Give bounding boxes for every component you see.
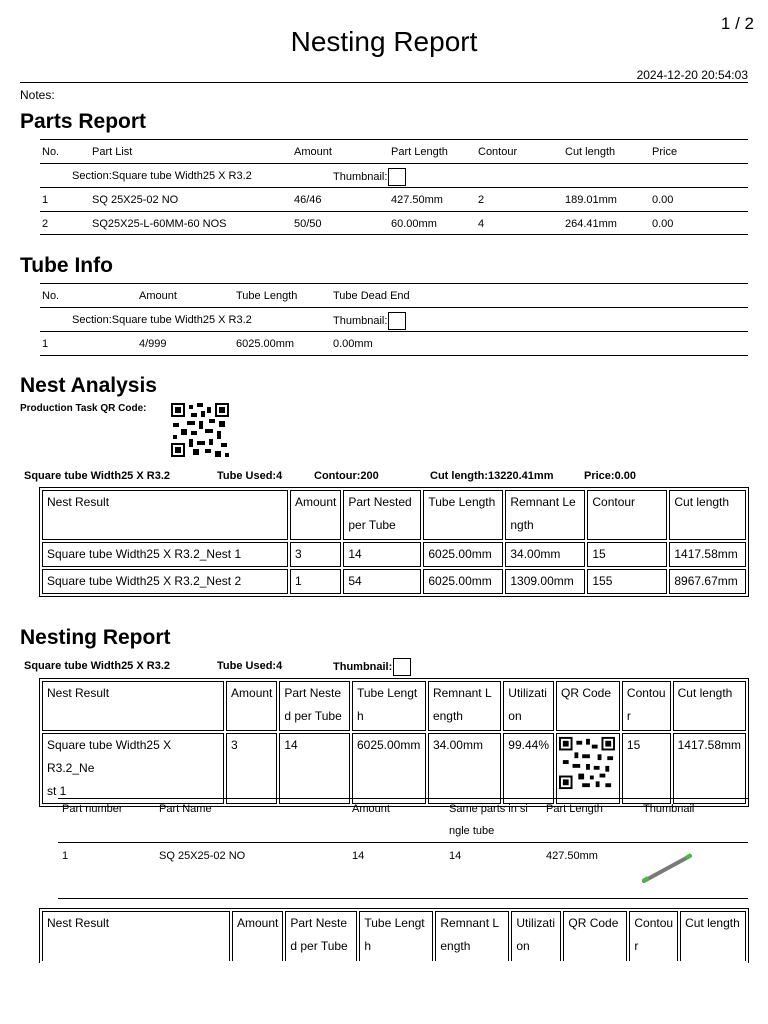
parts-bottom-rule <box>40 234 748 235</box>
parts-row2-length: 60.00mm <box>391 218 437 230</box>
page-number: 1 / 2 <box>720 14 754 33</box>
parts-row-rule <box>40 211 748 212</box>
col-contour: Contour <box>587 490 667 540</box>
parts-row1-no: 1 <box>42 194 49 206</box>
col-nest-result: Nest Result <box>42 681 224 731</box>
col-remnant: Remnant L ength <box>428 681 501 731</box>
cell: 3 <box>290 542 341 567</box>
parts-top-rule <box>40 139 748 140</box>
cell: 34.00mm <box>505 542 585 567</box>
table-header-row <box>42 490 746 540</box>
tube-col-deadend: Tube Dead End <box>333 290 410 302</box>
tube-row1-length: 6025.00mm <box>236 338 295 350</box>
cell-qr <box>556 733 620 804</box>
tube-section: Section:Square tube Width25 X R3.2 <box>72 314 252 326</box>
page-title: Nesting Report <box>290 26 478 57</box>
cell: 155 <box>587 569 667 594</box>
parts-row2-contour: 4 <box>478 218 485 230</box>
nesting-report-heading: Nesting Report <box>20 626 171 649</box>
col-part-amount: Amount <box>352 803 390 815</box>
parts-row2-name: SQ25X25-L-60MM-60 NOS <box>92 218 227 230</box>
col-nested: Part Neste d per Tube <box>279 681 350 731</box>
parts-row1-cut: 189.01mm <box>565 194 617 206</box>
parts-row1-price: 0.00 <box>652 194 674 206</box>
col-remnant: Remnant Le ngth <box>505 490 585 540</box>
notes-label: Notes: <box>20 88 55 102</box>
parts-row1-amount: 46/46 <box>294 194 322 206</box>
cell: 1 <box>290 569 341 594</box>
col-utilization: Utilizati on <box>503 681 554 731</box>
table-row <box>42 542 746 567</box>
header-divider <box>20 82 748 83</box>
tube-col-no: No. <box>42 290 60 302</box>
parts-col-length: Part Length <box>391 146 448 158</box>
cell: 34.00mm <box>428 733 501 804</box>
part-row1-number: 1 <box>62 850 69 862</box>
col-part-name: Part Name <box>159 803 212 815</box>
parts-col-contour: Contour <box>478 146 518 158</box>
tube-col-length: Tube Length <box>236 290 298 302</box>
cell: 6025.00mm <box>423 569 503 594</box>
parts-detail-header-rule <box>58 842 748 843</box>
report-tube-used: Tube Used:4 <box>217 660 283 672</box>
parts-section: Section:Square tube Width25 X R3.2 <box>72 170 252 182</box>
parts-col-amount: Amount <box>294 146 332 158</box>
part-row1-length: 427.50mm <box>546 850 598 862</box>
col-remnant: Remnant L ength <box>435 911 509 961</box>
col-cut-length: Cut length <box>669 490 746 540</box>
parts-detail-bottom-rule <box>58 898 748 899</box>
cell: 14 <box>279 733 350 804</box>
part-row1-name: SQ 25X25-02 NO <box>159 850 246 862</box>
parts-row2-amount: 50/50 <box>294 218 322 230</box>
tube-section-rule <box>40 331 748 332</box>
tube-row1-no: 1 <box>42 338 49 350</box>
report-tube-name: Square tube Width25 X R3.2 <box>24 660 170 672</box>
col-amount: Amount <box>232 911 283 961</box>
col-cut-length: Cut length <box>680 911 746 961</box>
cell: Square tube Width25 X R3.2_Nest 2 <box>42 569 288 594</box>
col-same-parts: Same parts in si ngle tube <box>449 803 528 837</box>
nest-analysis-heading: Nest Analysis <box>20 374 157 397</box>
cell: 6025.00mm <box>352 733 426 804</box>
col-contour: Contou r <box>622 681 671 731</box>
col-tube-length: Tube Lengt h <box>359 911 433 961</box>
parts-header-rule <box>40 163 748 164</box>
cell: 1417.58mm <box>669 542 746 567</box>
parts-row2-cut: 264.41mm <box>565 218 617 230</box>
col-nested: Part Neste d per Tube <box>285 911 357 961</box>
analysis-contour: Contour:200 <box>314 470 379 482</box>
part-row1-same: 14 <box>449 850 462 862</box>
parts-section-rule <box>40 187 748 188</box>
cell: Square tube Width25 X R3.2_Nest 1 <box>42 542 288 567</box>
tube-row1-deadend: 0.00mm <box>333 338 373 350</box>
part-thumbnail-icon <box>640 850 696 886</box>
col-nest-result: Nest Result <box>42 490 288 540</box>
thumbnail-checkbox-icon <box>393 658 411 676</box>
col-tube-length: Tube Length <box>423 490 503 540</box>
col-tube-length: Tube Lengt h <box>352 681 426 731</box>
col-part-nested: Part Nested per Tube <box>343 490 421 540</box>
analysis-price: Price:0.00 <box>584 470 636 482</box>
cell-nest-name: Square tube Width25 X R3.2_Ne st 1 <box>42 733 224 804</box>
parts-report-heading: Parts Report <box>20 110 147 133</box>
parts-row1-contour: 2 <box>478 194 485 206</box>
col-nest-result: Nest Result <box>42 911 230 961</box>
parts-col-list: Part List <box>92 146 133 158</box>
nesting-report-table-2 <box>39 908 749 963</box>
cell: 14 <box>343 542 421 567</box>
table-row <box>42 733 746 804</box>
cell: 99.44% <box>503 733 554 804</box>
thumbnail-checkbox-icon <box>388 312 406 330</box>
col-amount: Amount <box>290 490 341 540</box>
analysis-tube-used: Tube Used:4 <box>217 470 283 482</box>
timestamp: 2024-12-20 20:54:03 <box>636 68 748 82</box>
parts-col-no: No. <box>42 146 60 158</box>
tube-info-heading: Tube Info <box>20 254 113 277</box>
production-qr-code-icon <box>171 403 229 457</box>
col-amount: Amount <box>226 681 277 731</box>
cell: 6025.00mm <box>423 542 503 567</box>
parts-thumbnail: Thumbnail: <box>333 168 406 186</box>
report-thumbnail: Thumbnail: <box>333 658 411 676</box>
parts-col-cut: Cut length <box>565 146 616 158</box>
col-cut-length: Cut length <box>673 681 746 731</box>
cell: 1417.58mm <box>673 733 746 804</box>
part-row1-amount: 14 <box>352 850 365 862</box>
nest-analysis-table <box>39 487 749 597</box>
parts-detail-top-rule <box>58 798 748 799</box>
col-qr-code: QR Code <box>556 681 620 731</box>
parts-row2-price: 0.00 <box>652 218 674 230</box>
cell: 3 <box>226 733 277 804</box>
col-part-length: Part Length <box>546 803 603 815</box>
tube-top-rule <box>40 283 748 284</box>
nesting-report-table-1 <box>39 678 749 807</box>
parts-row2-no: 2 <box>42 218 49 230</box>
col-part-thumbnail: Thumbnail <box>643 803 695 815</box>
parts-row1-name: SQ 25X25-02 NO <box>92 194 179 206</box>
nest-qr-code-icon <box>559 736 615 790</box>
col-contour: Contou r <box>629 911 678 961</box>
table-header-row <box>42 681 746 731</box>
col-utilization: Utilizati on <box>511 911 561 961</box>
tube-row1-amount: 4/999 <box>139 338 167 350</box>
cell: 8967.67mm <box>669 569 746 594</box>
cell: 15 <box>587 542 667 567</box>
table-row <box>42 569 746 594</box>
cell: 54 <box>343 569 421 594</box>
analysis-cut-length: Cut length:13220.41mm <box>430 470 554 482</box>
tube-bottom-rule <box>40 355 748 356</box>
cell: 15 <box>622 733 671 804</box>
table-header-row <box>42 911 746 961</box>
cell: 1309.00mm <box>505 569 585 594</box>
parts-row1-length: 427.50mm <box>391 194 443 206</box>
tube-col-amount: Amount <box>139 290 177 302</box>
analysis-tube-name: Square tube Width25 X R3.2 <box>24 470 170 482</box>
qr-label: Production Task QR Code: <box>20 403 147 414</box>
col-qr-code: QR Code <box>563 911 627 961</box>
tube-thumbnail: Thumbnail: <box>333 312 406 330</box>
thumbnail-checkbox-icon <box>388 168 406 186</box>
col-part-number: Part number <box>62 803 123 815</box>
tube-header-rule <box>40 307 748 308</box>
parts-col-price: Price <box>652 146 678 158</box>
